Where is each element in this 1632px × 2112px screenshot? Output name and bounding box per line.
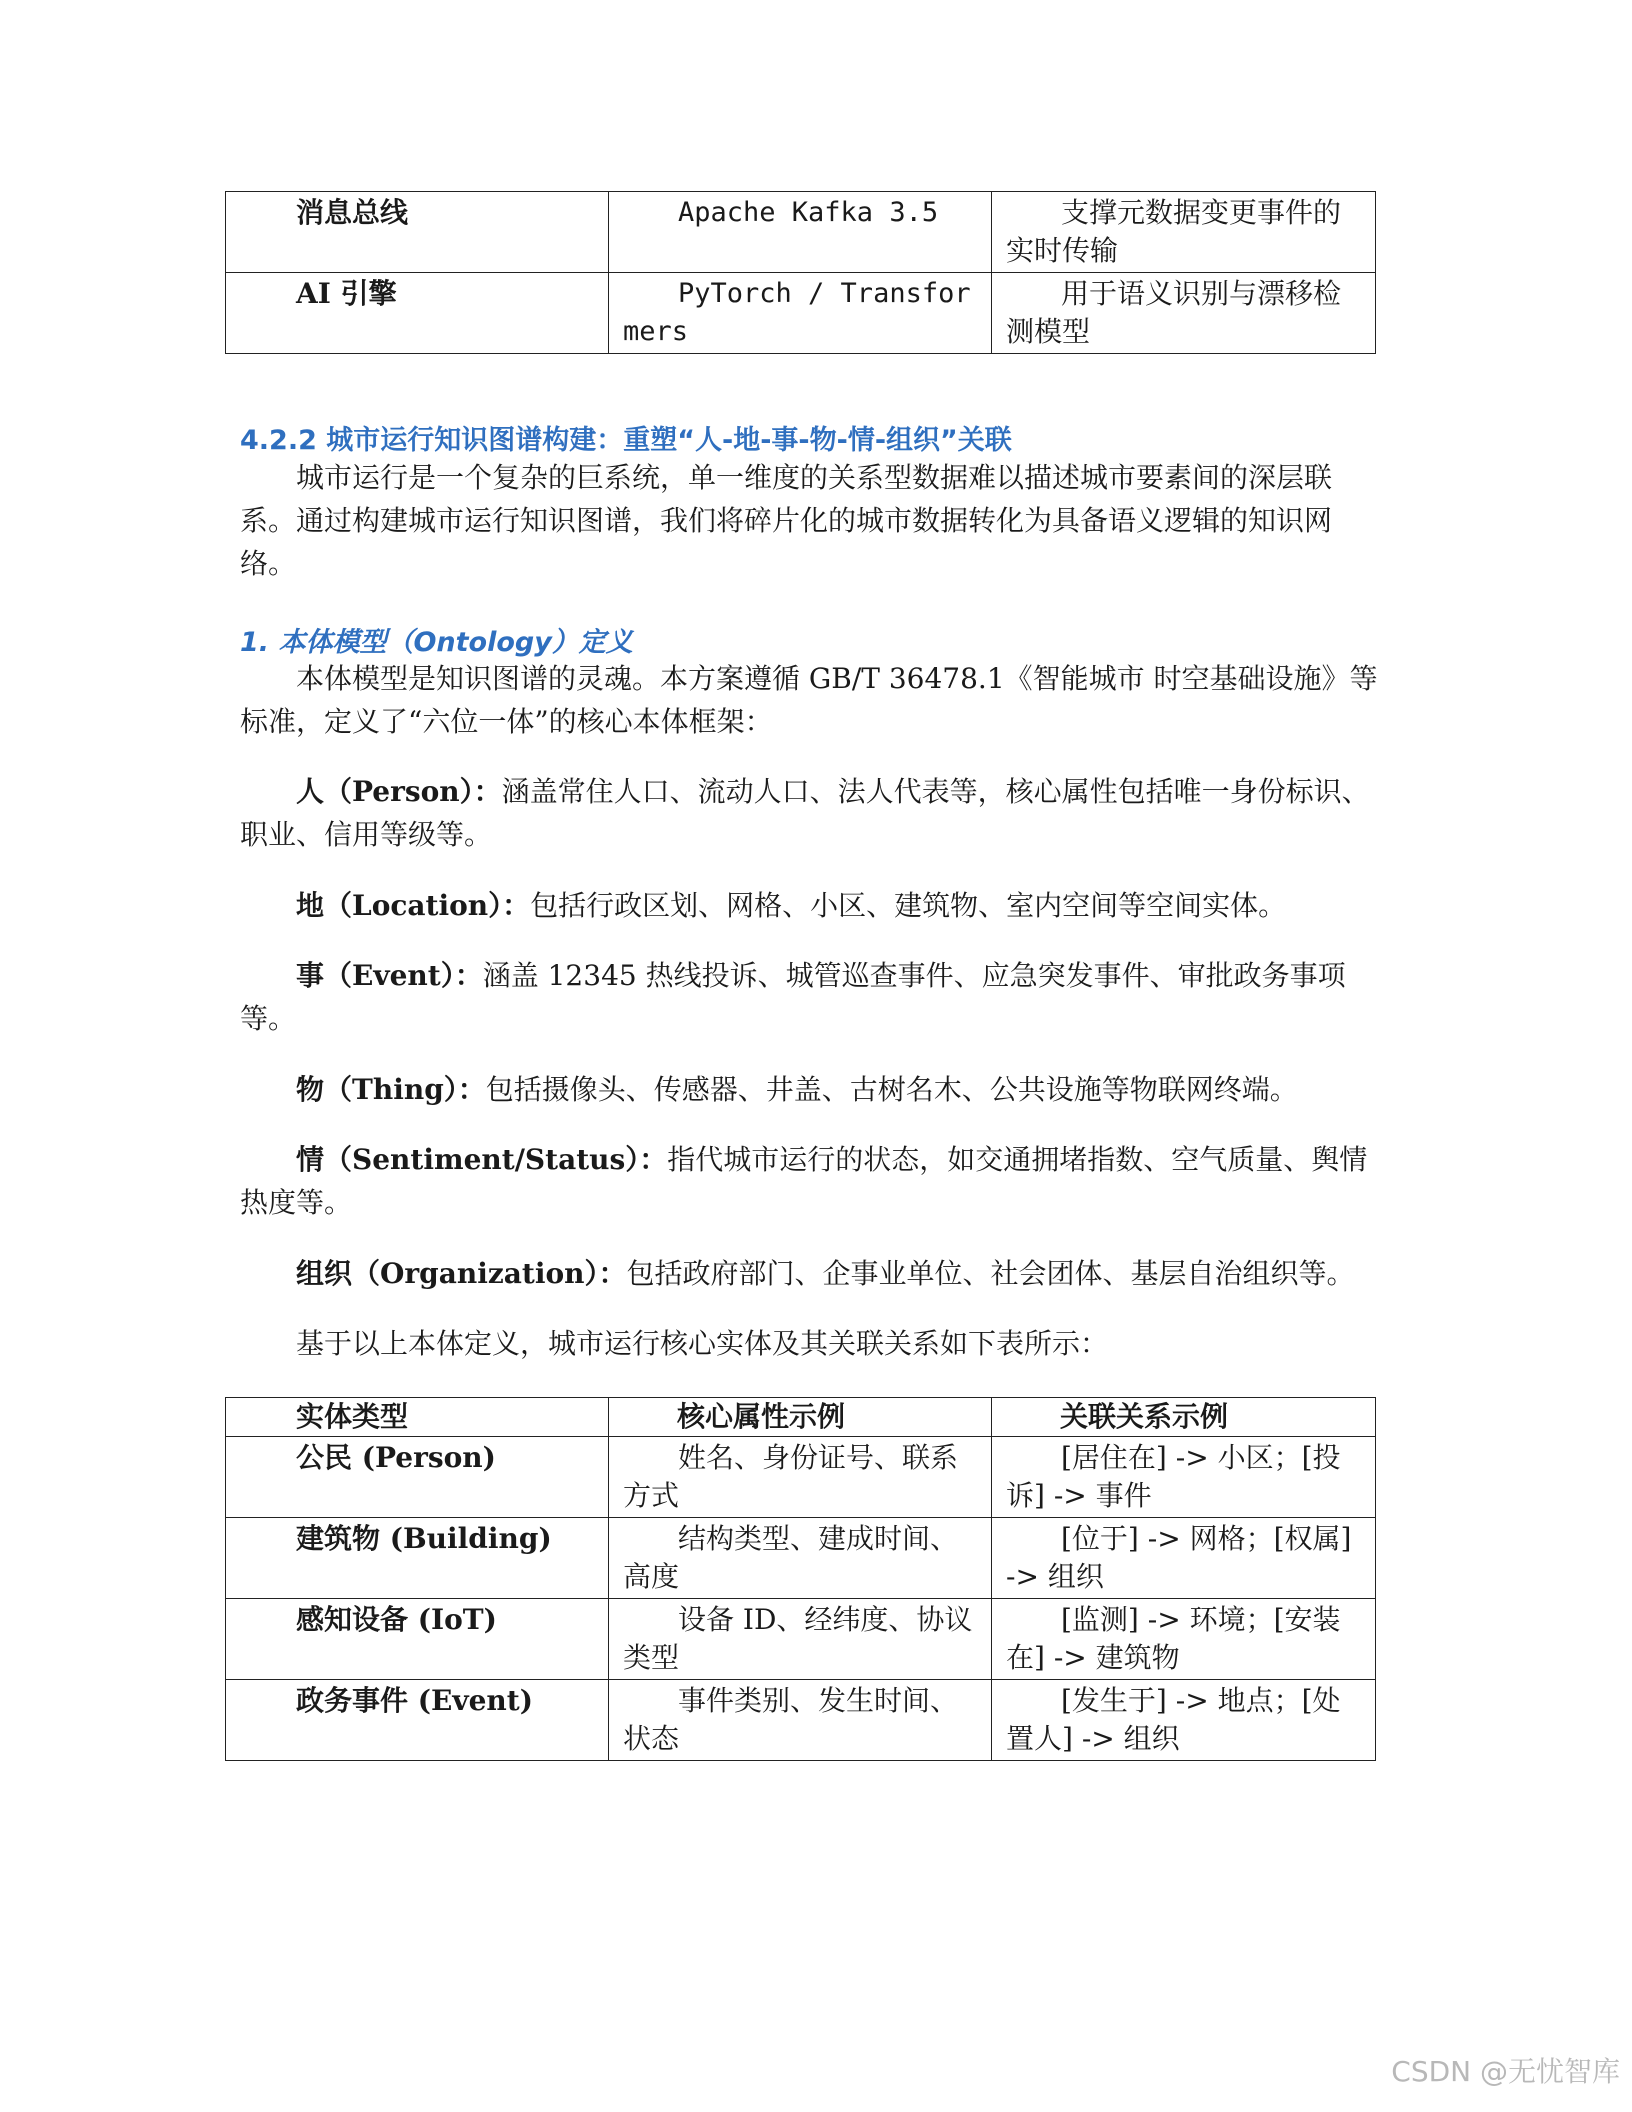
ontology-intro: 本体模型是知识图谱的灵魂。本方案遵循 GB/T 36478.1《智能城市 时空基础设施》等标准，定义了“六位一体”的核心本体框架： [240,662,1378,738]
section-heading: 4.2.2 城市运行知识图谱构建：重塑“人-地-事-物-情-组织”关联 [240,425,1012,456]
column-header: 实体类型 [226,1398,609,1437]
ontology-item-thing [240,1068,1380,1111]
ontology-item-organization [240,1252,1380,1295]
table-row [226,1437,1376,1518]
item-term: 人（Person）： [296,775,502,808]
table-row [226,273,1376,354]
watermark: CSDN @无忧智库 [1391,2055,1620,2088]
entity-attrs: 结构类型、建成时间、高度 [609,1518,992,1599]
item-text: 指代城市运行的状态，如交通拥堵指数、空气质量、舆情热度等。 [240,1143,1368,1219]
item-text: 包括政府部门、企事业单位、社会团体、基层自治组织等。 [626,1257,1355,1290]
ontology-item-person [240,770,1380,856]
component-desc: 支撑元数据变更事件的实时传输 [992,192,1376,273]
item-term: 物（Thing）： [296,1073,486,1106]
component-name: AI 引擎 [226,273,609,354]
item-term: 地（Location）： [296,889,531,922]
ontology-heading: 1. 本体模型（Ontology）定义 [240,627,633,658]
item-text: 涵盖 12345 热线投诉、城管巡查事件、应急突发事件、审批政务事项等。 [240,959,1346,1035]
ontology-item-sentiment [240,1138,1380,1224]
entity-rels: [发生于] -> 地点；[处置人] -> 组织 [992,1680,1376,1761]
table-row [226,1680,1376,1761]
entity-type: 建筑物 (Building) [226,1518,609,1599]
ontology-summary: 基于以上本体定义，城市运行核心实体及其关联关系如下表所示： [296,1327,1109,1360]
component-desc: 用于语义识别与漂移检测模型 [992,273,1376,354]
component-tech: Apache Kafka 3.5 [609,192,992,273]
entity-type: 政务事件 (Event) [226,1680,609,1761]
entity-rels: [监测] -> 环境；[安装在] -> 建筑物 [992,1599,1376,1680]
entity-attrs: 姓名、身份证号、联系方式 [609,1437,992,1518]
table-row [226,192,1376,273]
tech-stack-table [225,191,1376,354]
item-text: 涵盖常住人口、流动人口、法人代表等，核心属性包括唯一身份标识、职业、信用等级等。 [240,775,1370,851]
table-row [226,1518,1376,1599]
item-text: 包括行政区划、网格、小区、建筑物、室内空间等空间实体。 [530,889,1287,922]
item-term: 情（Sentiment/Status）： [296,1143,668,1176]
component-name: 消息总线 [226,192,609,273]
column-header: 核心属性示例 [609,1398,992,1437]
table-header-row [226,1398,1376,1437]
entity-attrs: 设备 ID、经纬度、协议类型 [609,1599,992,1680]
section-intro: 城市运行是一个复杂的巨系统，单一维度的关系型数据难以描述城市要素间的深层联系。通过构建城市运行知识图谱，我们将碎片化的城市数据转化为具备语义逻辑的知识网络。 [240,461,1333,580]
item-text: 包括摄像头、传感器、井盖、古树名木、公共设施等物联网终端。 [485,1073,1298,1106]
item-term: 组织（Organization）： [296,1257,627,1290]
entity-rels: [位于] -> 网格；[权属] -> 组织 [992,1518,1376,1599]
column-header: 关联关系示例 [992,1398,1376,1437]
entity-table [225,1397,1376,1761]
ontology-item-location [240,884,1380,927]
entity-rels: [居住在] -> 小区；[投诉] -> 事件 [992,1437,1376,1518]
entity-type: 公民 (Person) [226,1437,609,1518]
ontology-item-event [240,954,1380,1040]
entity-attrs: 事件类别、发生时间、状态 [609,1680,992,1761]
item-term: 事（Event）： [296,959,483,992]
table-row [226,1599,1376,1680]
entity-type: 感知设备 (IoT) [226,1599,609,1680]
component-tech: PyTorch / Transformers [609,273,992,354]
